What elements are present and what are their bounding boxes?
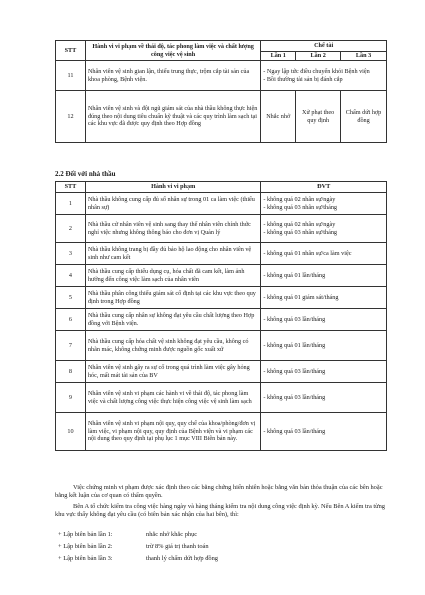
paragraph-evidence: Việc chứng minh vi phạm được xác định theo các bằng chứng hiển nhiên hoặc bằng văn bản thỏa thuận của các bên hoặc bằng kết luận của cơ quan có thẩm quyền. (55, 484, 383, 499)
row-violation: Nhân viên vệ sinh vi phạm các hành vi về thái độ, tác phong làm việc và chất lượng công việc thực hiện công việc vệ sinh làm sạch (85, 383, 260, 413)
penalty-label: + Lập biên bản lần 3: (58, 555, 113, 562)
row-unit: - không quá 03 lần/tháng (261, 413, 387, 451)
row-stt: 6 (56, 309, 86, 331)
table-row (56, 361, 387, 383)
row-unit: - không quá 01 giám sát/tháng (261, 287, 387, 309)
row-violation: Nhà thầu không cung cấp đủ số nhân sự trong 01 ca làm việc (thiếu nhân sự) (85, 193, 260, 215)
header-penalty: Chế tài (261, 41, 387, 52)
table-row (56, 243, 387, 265)
table-row (56, 309, 387, 331)
table-row (56, 413, 387, 451)
row-stt: 8 (56, 361, 86, 383)
table-row (56, 383, 387, 413)
header-stt: STT (56, 41, 86, 61)
penalty-table-staff (55, 40, 387, 143)
row-violation: Nhân viên vệ sinh gian lận, thiếu trung thực, trộm cắp tài sản của khoa phòng, Bệnh viện. (85, 61, 260, 91)
penalty-table-contractor (55, 181, 387, 451)
header-lan2: Lần 2 (296, 52, 341, 61)
penalty-value: nhắc nhở khắc phục (146, 531, 198, 538)
penalty-label: + Lập biên bản lần 2: (58, 543, 113, 550)
row-violation: Nhà thầu phân công thiếu giám sát cố định tại các khu vực theo quy định trong Hợp đồng (85, 287, 260, 309)
row-violation: Nhà thầu cử nhân viên vệ sinh sang thay thế nhân viên chính thức nghỉ việc nhưng không thông báo cho đơn vị Quản lý (85, 215, 260, 243)
penalty-label: + Lập biên bản lần 1: (58, 531, 113, 538)
table-row (56, 91, 387, 143)
row-unit: - không quá 01 lần/tháng (261, 331, 387, 361)
table-row (56, 61, 387, 91)
header-lan1: Lần 1 (261, 52, 296, 61)
row-violation: Nhà thầu cung cấp hóa chất vệ sinh không đạt yêu cầu, không có nhãn mác, không chứng minh được nguồn gốc xuất xứ (85, 331, 260, 361)
header-stt: STT (56, 182, 86, 193)
row-stt: 9 (56, 383, 86, 413)
row-violation: Nhà thầu không trang bị đầy đủ bảo hộ lao động cho nhân viên vệ sinh như cam kết (85, 243, 260, 265)
header-violation: Hành vi vi phạm về thái độ, tác phong làm việc và chất lượng công việc vệ sinh (85, 41, 260, 61)
row-stt: 12 (56, 91, 86, 143)
row-lan3: Chấm dứt hợp đồng (341, 91, 387, 143)
header-lan3: Lần 3 (341, 52, 387, 61)
row-stt: 10 (56, 413, 86, 451)
row-stt: 2 (56, 215, 86, 243)
row-unit: - không quá 01 nhân sự/ca làm việc (261, 243, 387, 265)
table-row (56, 193, 387, 215)
penalty-value: thanh lý chấm dứt hợp đồng (146, 555, 218, 562)
penalty-line (58, 555, 218, 562)
table-row (56, 331, 387, 361)
penalty-line (58, 531, 197, 538)
row-violation: Nhân viên vệ sinh vi phạm nội quy, quy chế của khoa/phòng/đơn vị làm việc, vi phạm nội quy, quy định của Bệnh viện và vi phạm các nội dung theo quy định tại phụ lục 1 mục VIII Biên bản này. (85, 413, 260, 451)
row-stt: 11 (56, 61, 86, 91)
row-stt: 1 (56, 193, 86, 215)
row-unit: - không quá 02 nhân sự/ngày - không quá 03 nhân sự/tháng (261, 193, 387, 215)
table-row (56, 265, 387, 287)
row-lan1: Nhắc nhở (261, 91, 296, 143)
table-row (56, 287, 387, 309)
row-stt: 5 (56, 287, 86, 309)
row-unit: - không quá 03 lần/tháng (261, 309, 387, 331)
row-unit: - không quá 01 lần/tháng (261, 265, 387, 287)
penalty-line (58, 543, 209, 550)
row-unit: - không quá 03 lần/tháng (261, 383, 387, 413)
row-violation: Nhà thầu cung cấp thiếu dụng cụ, hóa chất đã cam kết, làm ảnh hưởng đến công việc làm sạch của nhân viên (85, 265, 260, 287)
row-unit: - không quá 02 nhân sự/ngày - không quá 03 nhân sự/tháng (261, 215, 387, 243)
row-stt: 4 (56, 265, 86, 287)
row-violation: Nhân viên vệ sinh gây ra sự cố trong quá trình làm việc gây hỏng hóc, mất mát tài sản của BV (85, 361, 260, 383)
table-row (56, 215, 387, 243)
row-lan2: Xử phạt theo quy định (296, 91, 341, 143)
row-violation: Nhà thầu cung cấp nhân sự không đạt yêu cầu chất lượng theo Hợp đồng với Bệnh viện. (85, 309, 260, 331)
row-stt: 3 (56, 243, 86, 265)
header-unit: ĐVT (261, 182, 387, 193)
header-violation: Hành vi vi phạm (85, 182, 260, 193)
row-violation: Nhân viên vệ sinh và đội ngũ giám sát của nhà thầu không thực hiện đúng theo nội dung tiêu chuẩn kỹ thuật và các quy trình làm sạch tại các khu vực đã được quy định theo Hợp đồng (85, 91, 260, 143)
row-unit: - không quá 03 lần/tháng (261, 361, 387, 383)
row-stt: 7 (56, 331, 86, 361)
paragraph-inspection: Bên A tổ chức kiểm tra công việc hàng ngày và hàng tháng kiểm tra nội dung công việc định kỳ. Nếu Bên A kiểm tra từng khu vực thấy không đạt yêu cầu (có biên bản xác nhận của hai bên), thì: (55, 503, 386, 518)
section-title: 2.2 Đối với nhà thầu (55, 170, 116, 178)
row-penalty-merged: - Ngay lập tức điều chuyển khỏi Bệnh viện - Bồi thường tài sản bị đánh cắp (261, 61, 387, 91)
penalty-value: trừ 8% giá trị thanh toán (146, 543, 209, 550)
